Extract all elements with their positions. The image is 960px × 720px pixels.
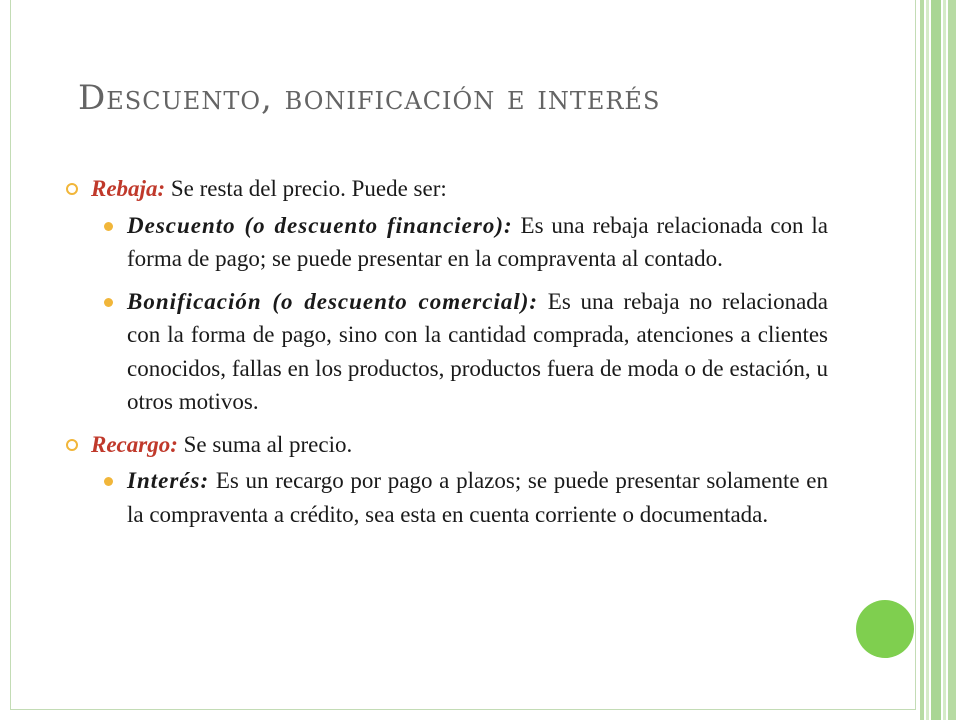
dot-bullet-icon	[104, 477, 113, 486]
recargo-desc: Se suma al precio.	[177, 431, 353, 457]
ring-bullet-icon	[66, 439, 78, 451]
sub-bullet-text	[127, 285, 828, 419]
interes-desc: Es un recargo por pago a plazos; se puede presentar solamente en la compraventa a crédito, sea esta en cuenta corriente o documentada.	[127, 468, 828, 527]
bullet-text	[91, 172, 447, 206]
ring-bullet-icon	[66, 183, 78, 195]
rebaja-desc: Se resta del precio. Puede ser:	[165, 176, 447, 201]
decorative-stripe	[943, 0, 946, 720]
term-rebaja: Rebaja:	[91, 176, 166, 201]
sub-bullet-interes	[104, 464, 828, 531]
slide-content	[66, 172, 828, 540]
slide-title: Descuento, bonificación e interés	[78, 78, 661, 118]
decorative-stripe	[920, 0, 924, 720]
term-bonificacion: Bonificación (o descuento comercial):	[127, 288, 539, 314]
dot-bullet-icon	[104, 222, 113, 231]
dot-bullet-icon	[104, 298, 113, 307]
descuento-desc: Es una rebaja relacionada con la forma de pago; se puede presentar en la compraventa al contado.	[127, 212, 828, 271]
bullet-rebaja	[66, 172, 828, 206]
bonificacion-desc: Es una rebaja no relacionada con la forma de pago, sino con la cantidad comprada, atenciones a clientes conocidos, fallas en los productos, productos fuera de moda o de estación, u otros motivos.	[127, 288, 828, 414]
decorative-stripe	[926, 0, 929, 720]
sub-bullet-text	[127, 209, 828, 276]
sub-bullet-bonificacion	[104, 285, 828, 419]
sub-bullet-text	[127, 464, 828, 531]
term-descuento: Descuento (o descuento financiero):	[127, 212, 513, 238]
decorative-stripe	[948, 0, 956, 720]
term-interes: Interés:	[127, 468, 210, 493]
bullet-recargo	[66, 428, 828, 462]
term-recargo: Recargo:	[91, 431, 178, 457]
sub-bullet-descuento	[104, 209, 828, 276]
bullet-text	[91, 428, 352, 462]
decorative-stripe	[931, 0, 941, 720]
decorative-circle	[856, 600, 914, 658]
